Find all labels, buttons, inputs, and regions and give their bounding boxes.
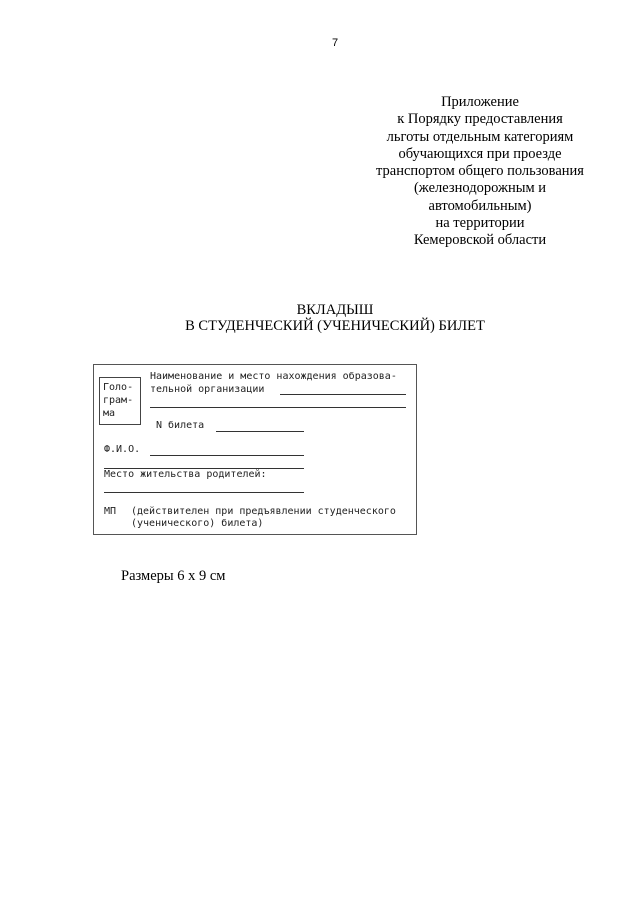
appendix-line: на территории bbox=[435, 215, 525, 232]
parents-residence-fill-line bbox=[104, 492, 304, 493]
appendix-line: транспортом общего пользования bbox=[376, 163, 584, 180]
appendix-line: обучающихся при проезде bbox=[398, 145, 562, 162]
hologram-box bbox=[99, 377, 141, 425]
validity-note-line-1: (действителен при предъявлении студенческого bbox=[131, 506, 396, 517]
appendix-line: Приложение bbox=[441, 94, 519, 110]
insert-card-form bbox=[93, 364, 417, 535]
appendix-line: автомобильным) bbox=[428, 197, 532, 214]
card-top-border bbox=[93, 364, 417, 365]
parents-residence-label: Место жительства родителей: bbox=[104, 469, 267, 480]
institution-fill-line-1 bbox=[280, 394, 406, 395]
appendix-line: (железнодорожным и bbox=[413, 180, 547, 197]
appendix-line: Кемеровской области bbox=[413, 232, 547, 249]
appendix-line: льготы отдельным категориям bbox=[386, 128, 574, 145]
insert-title-line-2: В СТУДЕНЧЕСКИЙ (УЧЕНИЧЕСКИЙ) БИЛЕТ bbox=[185, 318, 485, 334]
sizes-note: Размеры 6 х 9 см bbox=[121, 568, 226, 584]
hologram-label-line: Голо- bbox=[103, 382, 134, 393]
appendix-heading bbox=[330, 94, 630, 250]
validity-note-line-2: (ученического) билета) bbox=[131, 518, 264, 529]
hologram-label-line: грам- bbox=[103, 395, 134, 406]
appendix-line: к Порядку предоставления bbox=[397, 111, 563, 128]
ticket-number-fill-line bbox=[216, 431, 304, 432]
insert-title bbox=[0, 302, 640, 334]
stamp-label: МП bbox=[104, 506, 117, 517]
hologram-label-line: ма bbox=[103, 408, 116, 419]
institution-label-line-1: Наименование и место нахождения образова- bbox=[150, 371, 397, 382]
page-number: 7 bbox=[331, 37, 339, 49]
institution-label-line-2: тельной организации bbox=[150, 384, 265, 395]
ticket-number-label: N билета bbox=[156, 420, 205, 431]
fio-fill-line bbox=[150, 455, 304, 456]
card-bottom-border bbox=[93, 534, 417, 535]
insert-title-line-1: ВКЛАДЫШ bbox=[296, 302, 374, 318]
institution-fill-line-2 bbox=[150, 407, 406, 408]
fio-label: Ф.И.О. bbox=[104, 444, 141, 455]
